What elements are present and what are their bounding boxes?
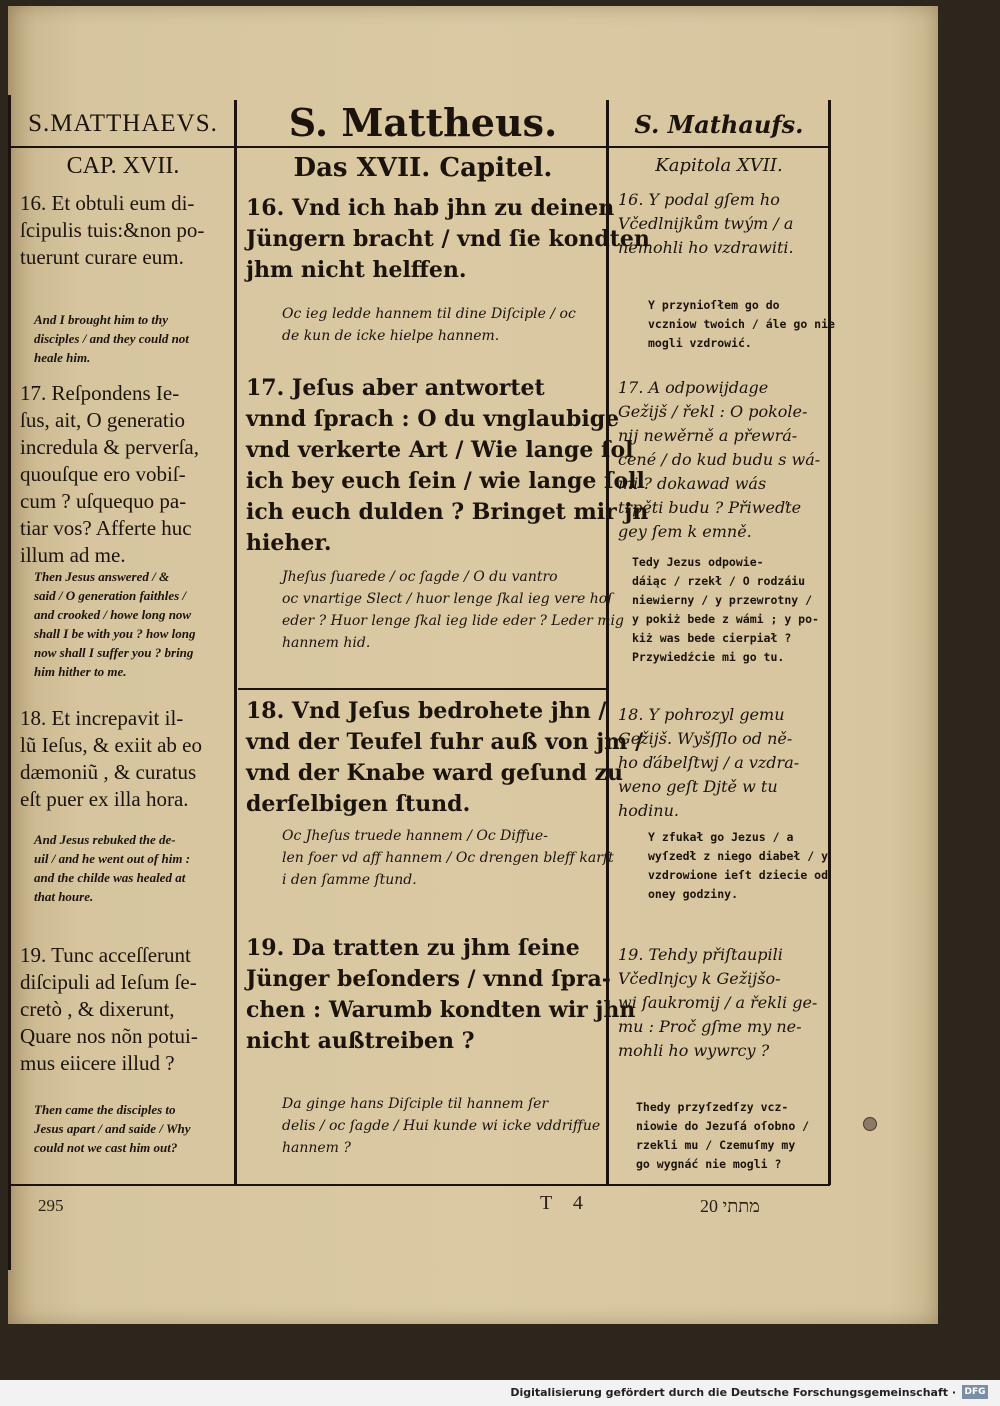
chapter-latin: CAP. XVII. xyxy=(66,153,180,179)
latin-verse-19: 19. Tunc acceſſerunt diſcipuli ad Ieſum ſe- cretò , & dixerunt, Quare nos nõn potui- mus eiicere illud ? xyxy=(20,943,198,1075)
danish-verse-19: Da ginge hans Diſciple til hannem ſer delis / oc ſagde / Hui kunde wi icke vddriffue hannem ? xyxy=(282,1096,601,1156)
english-verse-17: Then Jesus answered / & said / O generation faithles / and crooked / howe long now shall I be with you ? how long now shall I suffer you ? bring him hither to me. xyxy=(34,569,196,679)
column-rule-left xyxy=(8,95,11,1270)
german-verse-18: 18. Vnd Jeſus bedrohete jhn / vnd der Teufel fuhr auß von jm / vnd der Knabe ward geſund zu derſelbigen ſtund. xyxy=(246,698,644,817)
latin-verse-17: 17. Reſpondens Ie- ſus, ait, O generatio incredula & perverſa, quouſque ero vobiſ- cum ? uſquequo pa- tiar vos? Afferte huc illum ad me. xyxy=(20,381,199,567)
block-rule-center xyxy=(238,688,606,690)
header-latin: S.MATTHAEVS. xyxy=(28,110,218,137)
latin-verse-18: 18. Et increpavit il- lũ Ieſus, & exiit ab eo dæmoniũ , & curatus eſt puer ex illa hora. xyxy=(20,706,202,811)
polish-verse-17: Tedy Jezus odpowie- dáiąc / rzekł / O rodzáiu niewierny / y przewrotny / y pokiż bede z wámi ; y po- kiż was bede cierpiał ? Przywiedźcie mi go tu. xyxy=(632,555,819,664)
latin-verse-16: 16. Et obtuli eum di- ſcipulis tuis:&non po- tuerunt curare eum. xyxy=(20,191,205,269)
chapter-german: Das XVII. Capitel. xyxy=(293,153,553,183)
column-rule-1 xyxy=(234,100,237,1185)
english-verse-16: And I brought him to thy disciples / and they could not heale him. xyxy=(34,312,189,365)
binding-hole-mark xyxy=(863,1117,877,1131)
hebrew-catchword: מתתי 20 xyxy=(700,1196,760,1216)
page-number: 295 xyxy=(38,1196,64,1215)
column-rule-right xyxy=(828,100,831,1185)
chapter-czech: Kapitola XVII. xyxy=(655,155,783,176)
czech-verse-19: 19. Tehdy přiſtaupili Včedlnjcy k Gežijšo- wi ſaukromij / a řekli ge- mu : Proč gſme my ne- mohli ho wywrcy ? xyxy=(618,945,818,1060)
german-verse-17: 17. Jeſus aber antwortet vnnd ſprach : O du vnglaubige vnd verkerte Art / Wie lange ſol ich bey euch ſein / wie lange ſoll ich euch dulden ? Bringet mir jn hieher. xyxy=(246,375,649,556)
czech-verse-18: 18. Y pohrozyl gemu Gežijš. Wyšſſlo od ně- ho ďábelſtwj / a vzdra- weno geſt Djtě w tu hodinu. xyxy=(618,705,800,820)
header-czech: S. Mathaufs. xyxy=(634,110,804,139)
danish-verse-17: Jheſus ſuarede / oc ſagde / O du vantro oc vnartige Slect / huor lenge ſkal ieg vere hoſ eder ? Huor lenge ſkal ieg lide eder ? Leder mig hannem hid. xyxy=(282,569,624,651)
funding-credit: Digitalisierung gefördert durch die Deutsche Forschungsgemeinschaft · xyxy=(510,1386,956,1399)
english-verse-19: Then came the disciples to Jesus apart / and saide / Why could not we cast him out? xyxy=(34,1102,191,1155)
dfg-logo: DFG xyxy=(962,1385,988,1399)
english-verse-18: And Jesus rebuked the de- uil / and he went out of him : and the childe was healed at that houre. xyxy=(34,832,191,904)
czech-verse-17: 17. A odpowijdage Gežijš / řekl : O pokole- nij newěrně a přewrá- cené / do kud budu s wá- mi ? dokawad wás trpěti budu ? Přiweďte gey ſem k emně. xyxy=(618,378,821,541)
polish-verse-19: Thedy przyſzedſzy vcz- niowie do Jezuſá oſobno / rzekli mu / Czemuſmy my go wygnáć nie mogli ? xyxy=(636,1100,810,1171)
header-german: S. Mattheus. xyxy=(288,100,558,145)
german-verse-16: 16. Vnd ich hab jhn zu deinen Jüngern bracht / vnd ſie kondten jhm nicht helffen. xyxy=(246,195,650,283)
signature-mark: T 4 xyxy=(540,1192,591,1214)
header-rule xyxy=(10,146,830,148)
danish-verse-18: Oc Jheſus truede hannem / Oc Diffue- len foer vd aff hannem / Oc drengen bleff karſt i den ſamme ſtund. xyxy=(282,828,614,888)
polish-verse-16: Y przynioſłem go do vczniow twoich / ále go nie mogli vzdrowić. xyxy=(648,298,835,350)
footer-rule xyxy=(10,1184,830,1186)
polish-verse-18: Y zfukał go Jezus / a wyſzedł z niego diabeł / y vzdrowione ieſt dziecie od oney godziny. xyxy=(648,830,829,901)
german-verse-19: 19. Da tratten zu jhm ſeine Jünger beſonders / vnnd ſpra- chen : Warumb kondten wir jhn nicht außtreiben ? xyxy=(246,935,636,1054)
czech-verse-16: 16. Y podal gſem ho Včedlnijkům twým / a nemohli ho vzdrawiti. xyxy=(618,190,794,257)
danish-verse-16: Oc ieg ledde hannem til dine Diſciple / oc de kun de icke hielpe hannem. xyxy=(282,306,576,344)
